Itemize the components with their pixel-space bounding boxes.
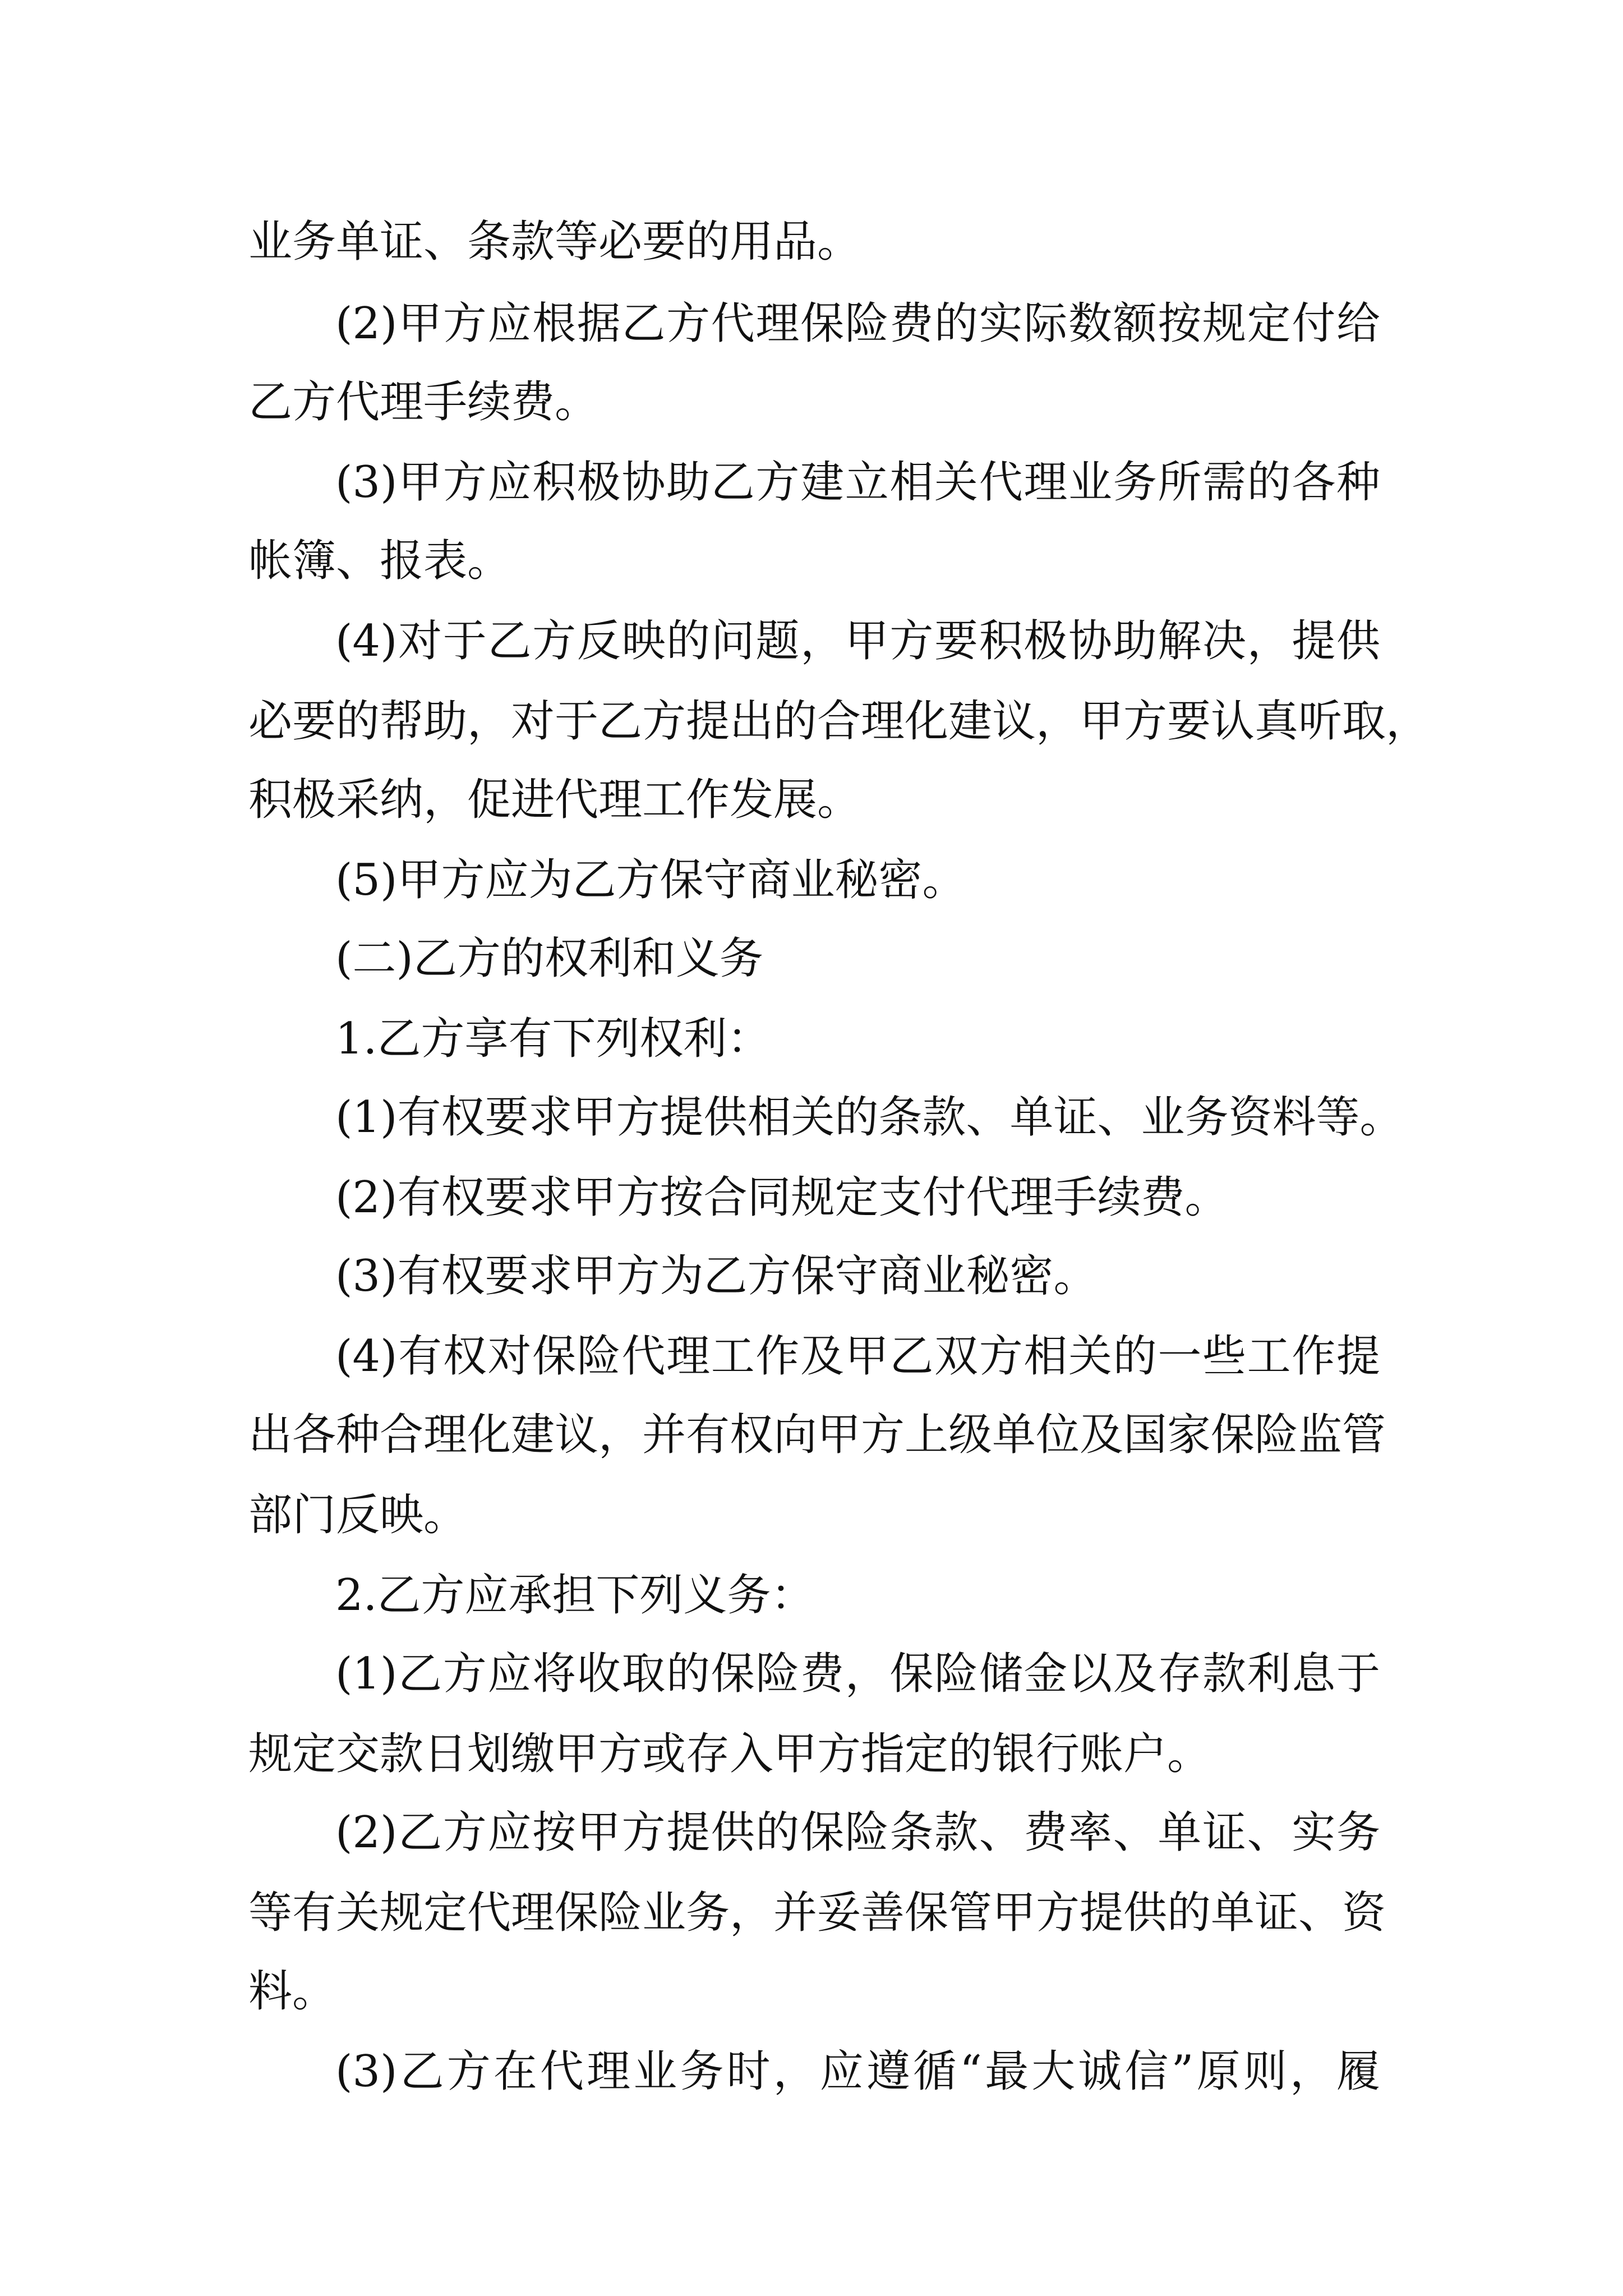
text-line: 规定交款日划缴甲方或存入甲方指定的银行账户。 bbox=[248, 1729, 1211, 1779]
text-line: 出各种合理化建议，并有权向甲方上级单位及国家保险监管 bbox=[248, 1410, 1386, 1460]
section-heading: (二)乙方的权利和义务 bbox=[335, 933, 763, 984]
text-line: 部门反映。 bbox=[248, 1490, 468, 1540]
text-line: 乙方代理手续费。 bbox=[248, 377, 599, 427]
text-line: (3)乙方在代理业务时，应遵循“最大诚信”原则，履 bbox=[335, 2046, 1380, 2097]
text-line: (2)乙方应按甲方提供的保险条款、费率、单证、实务 bbox=[335, 1807, 1380, 1858]
text-line: 必要的帮助，对于乙方提出的合理化建议，甲方要认真听取， bbox=[248, 696, 1430, 747]
text-line: (2)有权要求甲方按合同规定支付代理手续费。 bbox=[335, 1172, 1229, 1223]
text-line: (1)有权要求甲方提供相关的条款、单证、业务资料等。 bbox=[335, 1092, 1404, 1143]
text-line: (4)有权对保险代理工作及甲乙双方相关的一些工作提 bbox=[335, 1331, 1380, 1382]
text-line: 帐簿、报表。 bbox=[248, 536, 511, 586]
text-line: (3)甲方应积极协助乙方建立相关代理业务所需的各种 bbox=[335, 457, 1380, 508]
text-line: 积极采纳，促进代理工作发展。 bbox=[248, 775, 861, 825]
subsection-heading: 1.乙方享有下列权利： bbox=[335, 1014, 771, 1064]
text-line: 料。 bbox=[248, 1966, 336, 2017]
text-line: 业务单证、条款等必要的用品。 bbox=[248, 217, 861, 267]
text-line: (5)甲方应为乙方保守商业秘密。 bbox=[335, 855, 966, 905]
text-line: (4)对于乙方反映的问题，甲方要积极协助解决，提供 bbox=[335, 616, 1380, 666]
text-line: 等有关规定代理保险业务，并妥善保管甲方提供的单证、资 bbox=[248, 1888, 1386, 1938]
text-line: (3)有权要求甲方为乙方保守商业秘密。 bbox=[335, 1251, 1098, 1301]
text-line: (2)甲方应根据乙方代理保险费的实际数额按规定付给 bbox=[335, 298, 1380, 349]
text-line: (1)乙方应将收取的保险费，保险储金以及存款利息于 bbox=[335, 1649, 1380, 1699]
subsection-heading: 2.乙方应承担下列义务： bbox=[335, 1570, 815, 1621]
